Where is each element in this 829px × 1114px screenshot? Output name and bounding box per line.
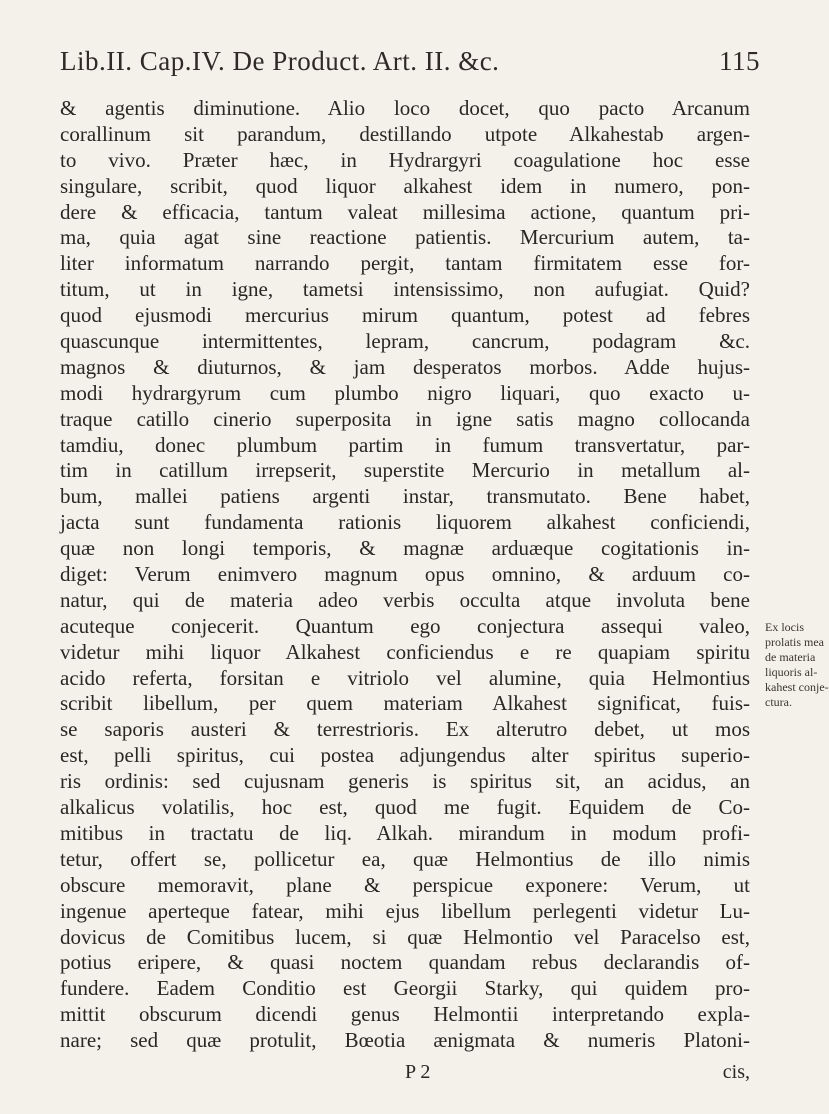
text-line: quæ non longi temporis, & magnæ arduæque cogitationis in- [60,536,750,561]
text-line: traque catillo cinerio superposita in igne satis magno collocanda [60,406,750,431]
text-line: tamdiu, donec plumbum partim in fumum transvertatur, par- [60,432,750,457]
text-line: acido referta, forsitan e vitriolo vel alumine, quia Helmontius [60,665,750,690]
text-line: ma, quia agat sine reactione patientis. Mercurium autem, ta- [60,225,750,250]
text-line: tim in catillum irrepserit, superstite Mercurio in metallum al- [60,458,750,483]
text-line: est, pelli spiritus, cui postea adjungendus alter spiritus superio- [60,743,750,768]
marginal-note-line: liquoris al- [765,665,818,679]
marginal-note-line: ctura. [765,695,792,709]
page-number: 115 [719,46,760,76]
text-line: videtur mihi liquor Alkahest conficiendus e re quapiam spiritu [60,639,750,664]
text-line: ingenue aperteque fatear, mihi ejus libellum perlegenti videtur Lu- [60,898,750,923]
text-line: dere & efficacia, tantum valeat millesima actione, quantum pri- [60,199,750,224]
text-line: potius eripere, & quasi noctem quandam rebus declarandis of- [60,950,750,975]
running-head-title: Lib.II. Cap.IV. De Product. Art. II. &c. [60,46,500,76]
text-line: quascunque intermittentes, lepram, cancrum, podagram &c. [60,329,750,354]
text-line: corallinum sit parandum, destillando utpote Alkahestab argen- [60,121,750,146]
text-line: jacta sunt fundamenta rationis liquorem alkahest conficiendi, [60,510,750,535]
text-line: & agentis diminutione. Alio loco docet, quo pacto Arcanum [60,96,750,120]
text-line: ris ordinis: sed cujusnam generis is spiritus sit, an acidus, an [60,769,750,794]
text-line: dovicus de Comitibus lucem, si quæ Helmontio vel Paracelso est, [60,924,750,949]
marginal-note-line: prolatis mea [765,635,824,649]
marginal-note-line: Ex locis [765,620,804,634]
text-line: tetur, offert se, pollicetur ea, quæ Helmontius de illo nimis [60,846,750,871]
body-text [60,96,750,1054]
marginal-note-line: de materia [765,650,816,664]
text-line: nare; sed quæ protulit, Bœotia ænigmata & numeris Platoni- [60,1028,750,1053]
text-line: obscure memoravit, plane & perspicue exponere: Verum, ut [60,872,750,897]
text-line: titum, ut in igne, tametsi intensissimo, non aufugiat. Quid? [60,277,750,302]
text-line: modi hydrargyrum cum plumbo nigro liquari, quo exacto u- [60,380,750,405]
text-line: fundere. Eadem Conditio est Georgii Starky, qui quidem pro- [60,976,750,1001]
text-line: mitibus in tractatu de liq. Alkah. mirandum in modum profi- [60,820,750,845]
running-head [60,46,760,86]
text-line: natur, qui de materia adeo verbis occulta atque involuta bene [60,587,750,612]
text-line: quod ejusmodi mercurius mirum quantum, potest ad febres [60,303,750,328]
text-line: acuteque conjecerit. Quantum ego conjectura assequi valeo, [60,613,750,638]
catchline [60,1059,750,1085]
text-line: bum, mallei patiens argenti instar, transmutato. Bene habet, [60,484,750,509]
text-line: to vivo. Præter hæc, in Hydrargyri coagulatione hoc esse [60,147,750,172]
text-line: diget: Verum enimvero magnum opus omnino, & arduum co- [60,562,750,587]
catchword: cis, [722,1061,750,1083]
text-line: scribit libellum, per quem materiam Alkahest significat, fuis- [60,691,750,716]
text-line: liter informatum narrando pergit, tantam firmitatem esse for- [60,251,750,276]
signature-mark: P 2 [405,1061,431,1083]
text-line: singulare, scribit, quod liquor alkahest idem in numero, pon- [60,173,750,198]
marginal-note [765,620,829,710]
text-line: mittit obscurum dicendi genus Helmontii interpretando expla- [60,1002,750,1027]
text-line: magnos & diuturnos, & jam desperatos morbos. Adde hujus- [60,354,750,379]
marginal-note-line: kahest conje- [765,680,829,694]
text-line: alkalicus volatilis, hoc est, quod me fugit. Equidem de Co- [60,795,750,820]
text-line: se saporis austeri & terrestrioris. Ex alterutro debet, ut mos [60,717,750,742]
